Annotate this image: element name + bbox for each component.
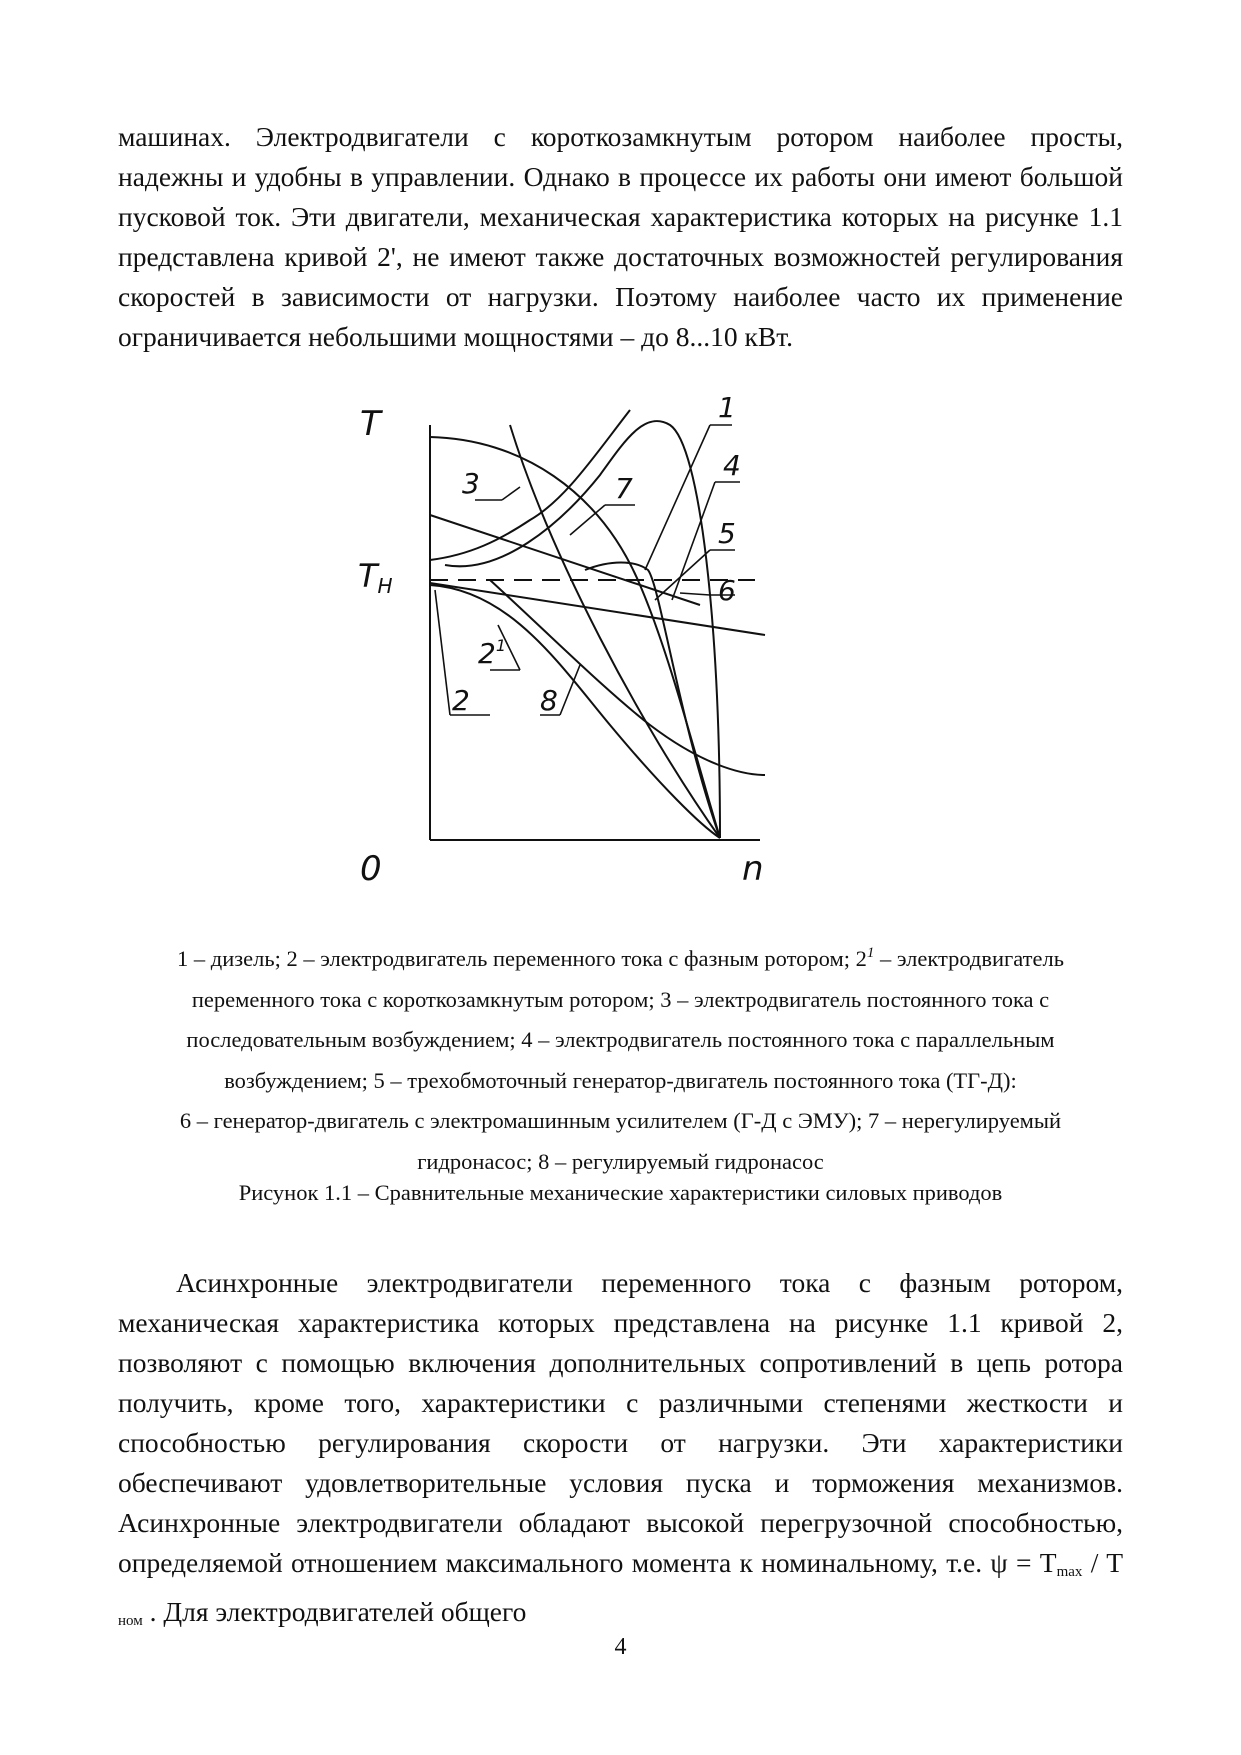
legend-line-2: переменного тока с короткозамкнутым ротором; 3 – электродвигатель постоянного тока с [191, 986, 1050, 1012]
label-7: 6 [718, 574, 736, 607]
label-6: 7 [615, 472, 633, 505]
label-3: 3 [462, 467, 480, 500]
figure-title: Рисунок 1.1 – Сравнительные механические характеристики силовых приводов [238, 1180, 1003, 1205]
page-number: 4 [614, 1634, 627, 1660]
legend-line-3: последовательным возбуждением; 4 – электродвигатель постоянного тока с параллельным [186, 1027, 1055, 1052]
legend-line-1: 1 – дизель; 2 – электродвигатель переменного тока с фазным ротором; $2^1$ – электродвигатель [177, 945, 1064, 971]
tn-label: TН [358, 557, 393, 598]
label-8: 8 [540, 684, 558, 717]
paragraph-async-motors: Асинхронные электродвигатели переменного тока с фазным ротором, механическая характеристика которых представлена на рисунке 1.1 кривой 2, позволяют с помощью включения дополнительных сопротивлений в цепь ротора получить, кроме того, характеристики с различными степенями жесткости и способностью регулирования скорости от нагрузки. Эти характеристики обеспечивают удовлетворительные условия пуска и торможения механизмов. Асинхронные электродвигатели обладают высокой перегрузочной способностью, определяемой отношением максимального момента к номинальному, т.е. $\psi = T_{max} / T$ $_{ном}$ . Для электродвигателей общего [118, 1267, 1123, 1629]
figure-legend [100, 933, 1141, 1182]
legend-line-5: 6 – генератор-двигатель с электромашинным усилителем (Г-Д с ЭМУ); 7 – нерегулируемый [179, 1108, 1062, 1133]
paragraph-intro: машинах. Электродвигатели с короткозамкнутым ротором наиболее просты, надежны и удобны в управлении. Однако в процессе их работы они имеют большой пусковой ток. Эти двигатели, механическая характеристика которых на рисунке 1.1 представлена кривой 2', не имеют также достаточных возможностей регулирования скоростей в зависимости от нагрузки. Поэтому наиболее часто их применение ограничивается небольшими мощностями – до 8...10 кВт. [118, 121, 1123, 352]
line-7 [430, 515, 700, 605]
legend-line-6: гидронасос; 8 – регулируемый гидронасос [417, 1148, 824, 1174]
origin-label: 0 [360, 849, 382, 889]
curve-4 [585, 563, 720, 839]
axis-y-label: T [360, 404, 381, 444]
curve-2prime [430, 585, 720, 838]
line-2 [430, 583, 765, 635]
legend-line-4: возбуждением; 5 – трехобмоточный генератор-двигатель постоянного тока (ТГ-Д): [224, 1067, 1017, 1093]
label-1: 1 [718, 391, 736, 424]
label-5: 5 [718, 517, 736, 550]
label-2prime: $2^1$ [478, 636, 507, 670]
mechanical-characteristics-figure [358, 391, 880, 905]
label-4: 4 [723, 449, 741, 482]
axis-x-label: n [742, 849, 764, 889]
label-2: 2 [452, 684, 470, 717]
